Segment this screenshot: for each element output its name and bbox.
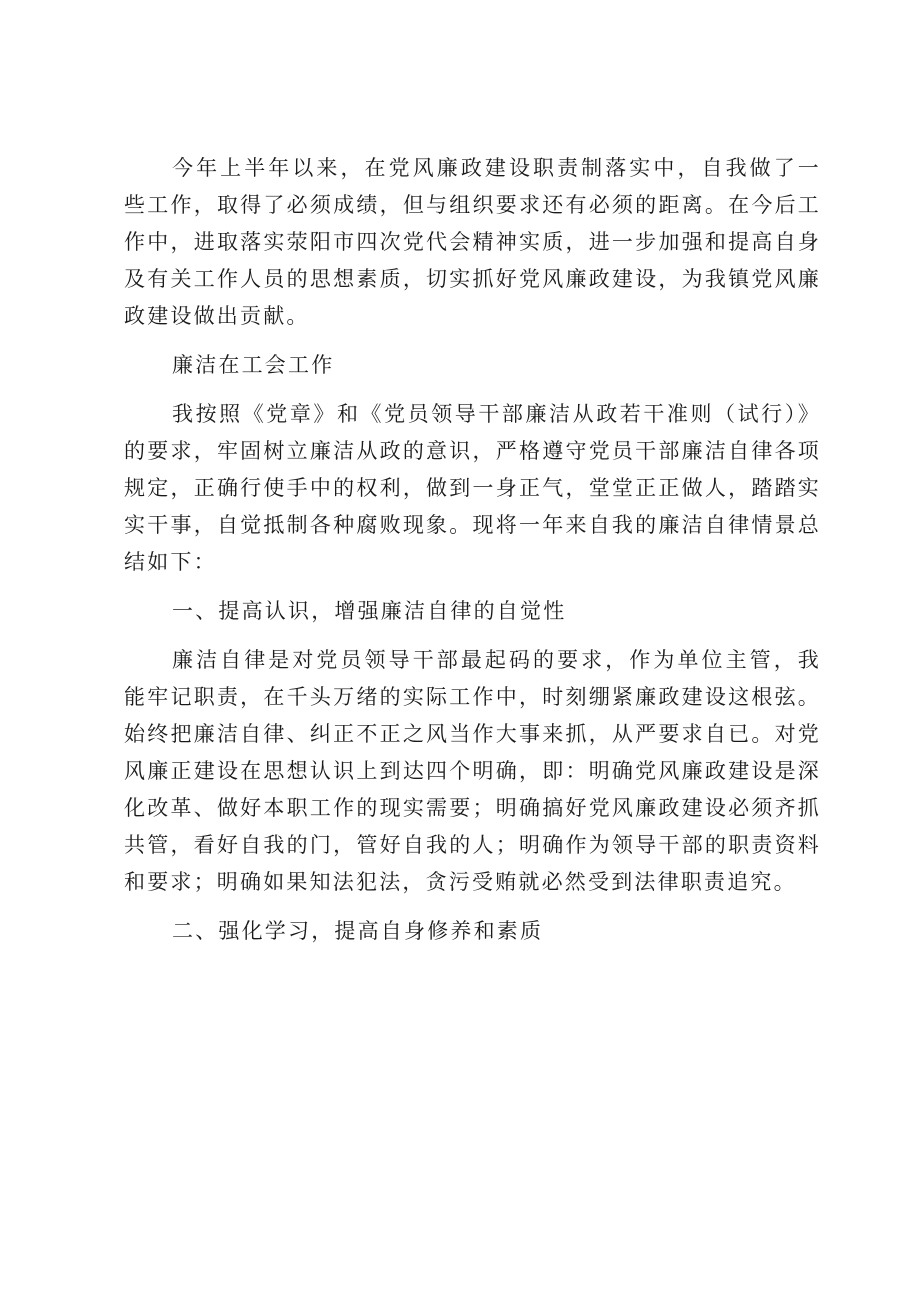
paragraph-requirements: 我按照《党章》和《党员领导干部廉洁从政若干准则（试行）》的要求，牢固树立廉洁从政的意识，严格遵守党员干部廉洁自律各项规定，正确行使手中的权利，做到一身正气，堂堂正正做人，踏踏实实干事，自觉抵制各种腐败现象。现将一年来自我的廉洁自律情景总结如下： <box>124 402 821 574</box>
paragraph-intro: 今年上半年以来，在党风廉政建设职责制落实中，自我做了一些工作，取得了必须成绩，但与组织要求还有必须的距离。在今后工作中，进取落实荥阳市四次党代会精神实质，进一步加强和提高自身及有关工作人员的思想素质，切实抓好党风廉政建设，为我镇党风廉政建设做出贡献。 <box>124 156 821 328</box>
section-title-lianjie: 廉洁在工会工作 <box>172 353 335 377</box>
section-heading-2: 二、强化学习，提高自身修养和素质 <box>172 919 544 943</box>
section-heading-1: 一、提高认识，增强廉洁自律的自觉性 <box>172 599 567 623</box>
document-body <box>124 150 821 962</box>
paragraph-self-discipline: 廉洁自律是对党员领导干部最起码的要求，作为单位主管，我能牢记职责，在千头万绪的实际工作中，时刻绷紧廉政建设这根弦。始终把廉洁自律、纠正不正之风当作大事来抓，从严要求自已。对党风廉正建设在思想认识上到达四个明确，即：明确党风廉政建设是深化改革、做好本职工作的现实需要；明确搞好党风廉政建设必须齐抓共管，看好自我的门，管好自我的人；明确作为领导干部的职责资料和要求；明确如果知法犯法，贪污受贿就必然受到法律职责追究。 <box>124 648 821 894</box>
